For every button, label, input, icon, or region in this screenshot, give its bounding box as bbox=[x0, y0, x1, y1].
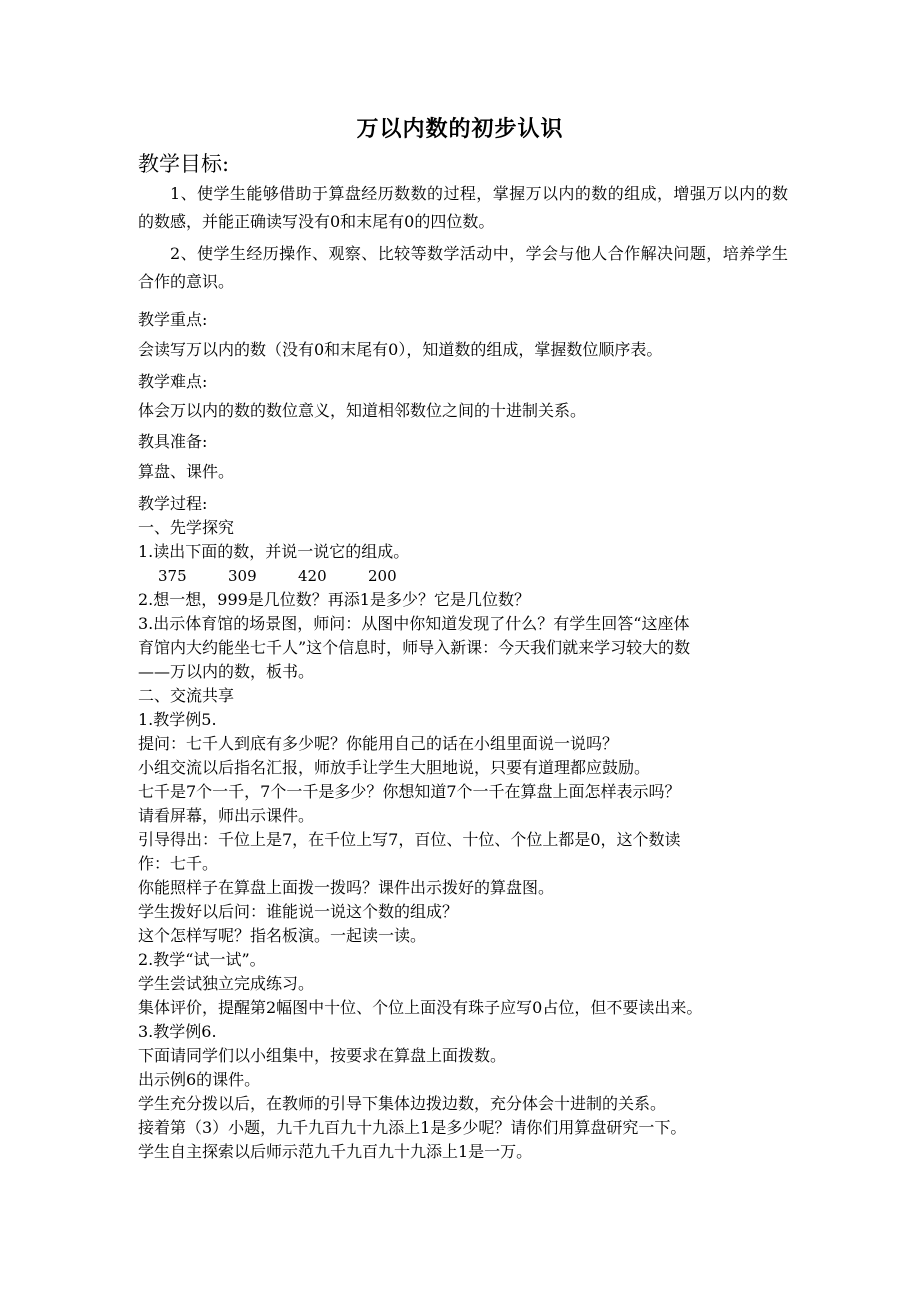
body-line: 2.教学“试一试”。 bbox=[138, 950, 266, 969]
section1-line-1: 1.读出下面的数，并说一说它的组成。 bbox=[138, 542, 410, 561]
body-line: 作：七千。 bbox=[138, 854, 219, 873]
process-heading: 教学过程: bbox=[138, 494, 208, 513]
body-line: 提问：七千人到底有多少呢？你能用自己的话在小组里面说一说吗？ bbox=[138, 734, 619, 753]
body-line: 七千是7个一千，7个一千是多少？你想知道7个一千在算盘上面怎样表示吗？ bbox=[138, 782, 681, 801]
key-points-text: 会读写万以内的数（没有0和末尾有0），知道数的组成，掌握数位顺序表。 bbox=[138, 340, 663, 359]
body-line: 学生自主探索以后师示范九千九百九十九添上1是一万。 bbox=[138, 1142, 533, 1161]
number-item: 375 bbox=[158, 567, 187, 585]
objective-item-2: 2、使学生经历操作、观察、比较等数学活动中，学会与他人合作解决问题，培养学生合作的意识。 bbox=[138, 244, 788, 291]
section1-line-3c: ——万以内的数，板书。 bbox=[138, 662, 315, 681]
difficulties-text: 体会万以内的数的数位意义，知道相邻数位之间的十进制关系。 bbox=[138, 401, 587, 420]
body-line: 出示例6的课件。 bbox=[138, 1070, 261, 1089]
body-line: 学生尝试独立完成练习。 bbox=[138, 974, 315, 993]
section1-line-2: 2.想一想，999是几位数？再添1是多少？它是几位数？ bbox=[138, 590, 530, 609]
body-line: 3.教学例6. bbox=[138, 1022, 217, 1041]
number-item: 200 bbox=[368, 567, 397, 585]
number-item: 309 bbox=[228, 567, 257, 585]
number-list bbox=[158, 566, 438, 586]
body-line: 下面请同学们以小组集中，按要求在算盘上面拨数。 bbox=[138, 1046, 507, 1065]
body-line: 这个怎样写呢？指名板演。一起读一读。 bbox=[138, 926, 427, 945]
body-line: 请看屏幕，师出示课件。 bbox=[138, 806, 315, 825]
body-line: 接着第（3）小题，九千九百九十九添上1是多少呢？请你们用算盘研究一下。 bbox=[138, 1118, 687, 1137]
section-heading-1: 一、先学探究 bbox=[138, 518, 235, 537]
number-item: 420 bbox=[298, 567, 327, 585]
section1-line-3a: 3.出示体育馆的场景图，师问：从图中你知道发现了什么？有学生回答“这座体 bbox=[138, 614, 690, 633]
body-line: 你能照样子在算盘上面拨一拨吗？课件出示拨好的算盘图。 bbox=[138, 878, 555, 897]
body-line: 学生充分拨以后，在教师的引导下集体边拨边数，充分体会十进制的关系。 bbox=[138, 1094, 667, 1113]
body-line: 小组交流以后指名汇报，师放手让学生大胆地说，只要有道理都应鼓励。 bbox=[138, 758, 651, 777]
objective-item-1: 1、使学生能够借助于算盘经历数数的过程，掌握万以内的数的组成，增强万以内的数的数感，并能正确读写没有0和末尾有0的四位数。 bbox=[138, 184, 788, 231]
body-line: 学生拨好以后问：谁能说一说这个数的组成？ bbox=[138, 902, 459, 921]
key-points-heading: 教学重点: bbox=[138, 310, 208, 329]
difficulties-heading: 教学难点: bbox=[138, 372, 208, 391]
section-heading-2: 二、交流共享 bbox=[138, 686, 235, 705]
body-line: 集体评价，提醒第2幅图中十位、个位上面没有珠子应写0占位，但不要读出来。 bbox=[138, 998, 703, 1017]
body-line: 引导得出：千位上是7，在千位上写7，百位、十位、个位上都是0，这个数读 bbox=[138, 830, 681, 849]
document-title: 万以内数的初步认识 bbox=[356, 117, 564, 142]
body-line: 1.教学例5. bbox=[138, 710, 217, 729]
materials-heading: 教具准备: bbox=[138, 432, 208, 451]
materials-text: 算盘、课件。 bbox=[138, 462, 235, 481]
objectives-heading: 教学目标: bbox=[138, 152, 230, 176]
section1-line-3b: 育馆内大约能坐七千人”这个信息时，师导入新课：今天我们就来学习较大的数 bbox=[138, 638, 691, 657]
